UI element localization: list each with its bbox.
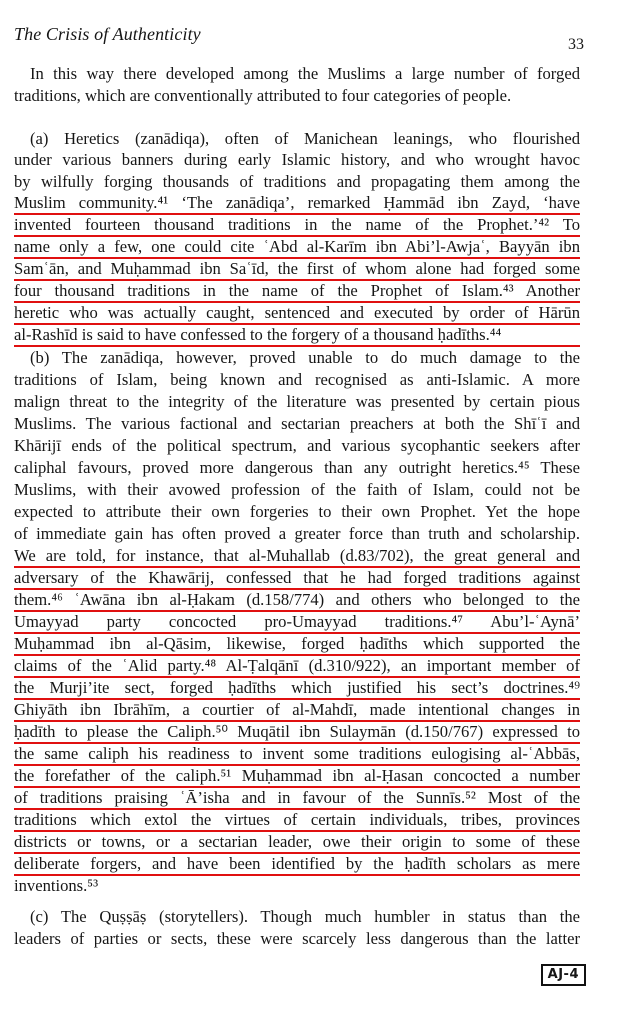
text-line: expected to attribute their own forgeries to their own Prophet. Yet the hope — [14, 502, 580, 521]
text-line: We are told, for instance, that al-Muhallab (d.83/702), the great general and — [14, 545, 580, 568]
page-number: 33 — [568, 36, 584, 53]
text-line: Umayyad party concocted pro-Umayyad traditions.⁴⁷ Abu’l-ʿAynā’ — [14, 611, 580, 634]
text-line: traditions which extol the virtues of certain individuals, tribes, provinces — [14, 809, 580, 832]
text-line: Ghiyāth ibn Ibrāhīm, a courtier of al-Mahdī, made intentional changes in — [14, 699, 580, 722]
text-line: al-Rashīd is said to have confessed to the forgery of a thousand ḥadīths.⁴⁴ — [14, 324, 580, 347]
running-title: The Crisis of Authenticity — [14, 24, 201, 44]
text-line: Khārijī ends of the political spectrum, and various sycophantic seekers after — [14, 436, 580, 455]
text-line: In this way there developed among the Muslims a large number of forged — [30, 64, 580, 83]
text-line: adversary of the Khawārij, confessed that he had forged traditions against — [14, 567, 580, 590]
text-line: claims of the ʿAlid party.⁴⁸ Al-Ṭalqānī (d.310/922), an important member of — [14, 655, 580, 678]
text-line: Muslim community.⁴¹ ‘The zanādiqa’, remarked Ḥammād ibn Zayd, ‘have — [14, 192, 580, 215]
text-line: Muslims. The various factional and sectarian preachers at both the Shīʿī and — [14, 414, 580, 433]
text-line: under various banners during early Islamic history, and who wrought havoc — [14, 150, 580, 169]
text-line: Samʿān, and Muḥammad ibn Saʿīd, the first of whom alone had forged some — [14, 258, 580, 281]
text-line: Muḥammad ibn al-Qāsim, likewise, forged ḥadīths which supported the — [14, 633, 580, 656]
text-line: (a) Heretics (zanādiqa), often of Manichean leanings, who flourished — [30, 129, 580, 148]
text-line: traditions, which are conventionally attributed to four categories of people. — [14, 86, 512, 105]
text-line: districts or towns, or a sectarian leader, owe their origin to some of these — [14, 831, 580, 854]
text-line: ḥadīth to please the Caliph.⁵⁰ Muqātil ibn Sulaymān (d.150/767) expressed to — [14, 721, 580, 744]
text-line: traditions of Islam, being known and recognised as anti-Islamic. A more — [14, 370, 580, 389]
text-line: invented fourteen thousand traditions in the name of the Prophet.’⁴² To — [14, 214, 580, 237]
text-line: heretic who was actually caught, sentenced and executed by order of Hārūn — [14, 302, 580, 325]
text-line: of traditions praising ʿĀ’isha and in favour of the Sunnīs.⁵² Most of the — [14, 787, 580, 810]
text-line: malign threat to the integrity of the literature was presented by certain pious — [14, 392, 580, 411]
text-line: caliphal favours, proved more dangerous than any outright heretics.⁴⁵ These — [14, 458, 580, 477]
text-line: name only a few, one could cite ʿAbd al-Karīm ibn Abi’l-Awjaʿ, Bayyān ibn — [14, 236, 580, 259]
text-line: four thousand traditions in the name of the Prophet of Islam.⁴³ Another — [14, 280, 580, 303]
text-line: Muslims, with their avowed profession of the faith of Islam, could not be — [14, 480, 580, 499]
text-line: inventions.⁵³ — [14, 876, 99, 895]
text-line: deliberate forgers, and have been identified by the ḥadīth scholars as mere — [14, 853, 580, 876]
text-line: the Murji’ite sect, forged ḥadīths which justified his sect’s doctrines.⁴⁹ — [14, 677, 580, 700]
text-line: of immediate gain has often proved a greater force than truth and scholarship. — [14, 524, 580, 543]
text-line: leaders of parties or sects, these were scarcely less dangerous than the latter — [14, 929, 580, 948]
text-line: the same caliph his readiness to invent some traditions eulogising al-ʿAbbās, — [14, 743, 580, 766]
text-line: them.⁴⁶ ʿAwāna ibn al-Ḥakam (d.158/774) and others who belonged to the — [14, 589, 580, 612]
page-stamp: AJ-4 — [541, 964, 586, 986]
text-line: (b) The zanādiqa, however, proved unable to do much damage to the — [30, 348, 580, 367]
text-line: the forefather of the caliph.⁵¹ Muḥammad ibn al-Ḥasan concocted a number — [14, 765, 580, 788]
text-line: by wilfully forging thousands of traditions and propagating them among the — [14, 172, 580, 191]
text-line: (c) The Quṣṣāṣ (storytellers). Though much humbler in status than the — [30, 907, 580, 926]
